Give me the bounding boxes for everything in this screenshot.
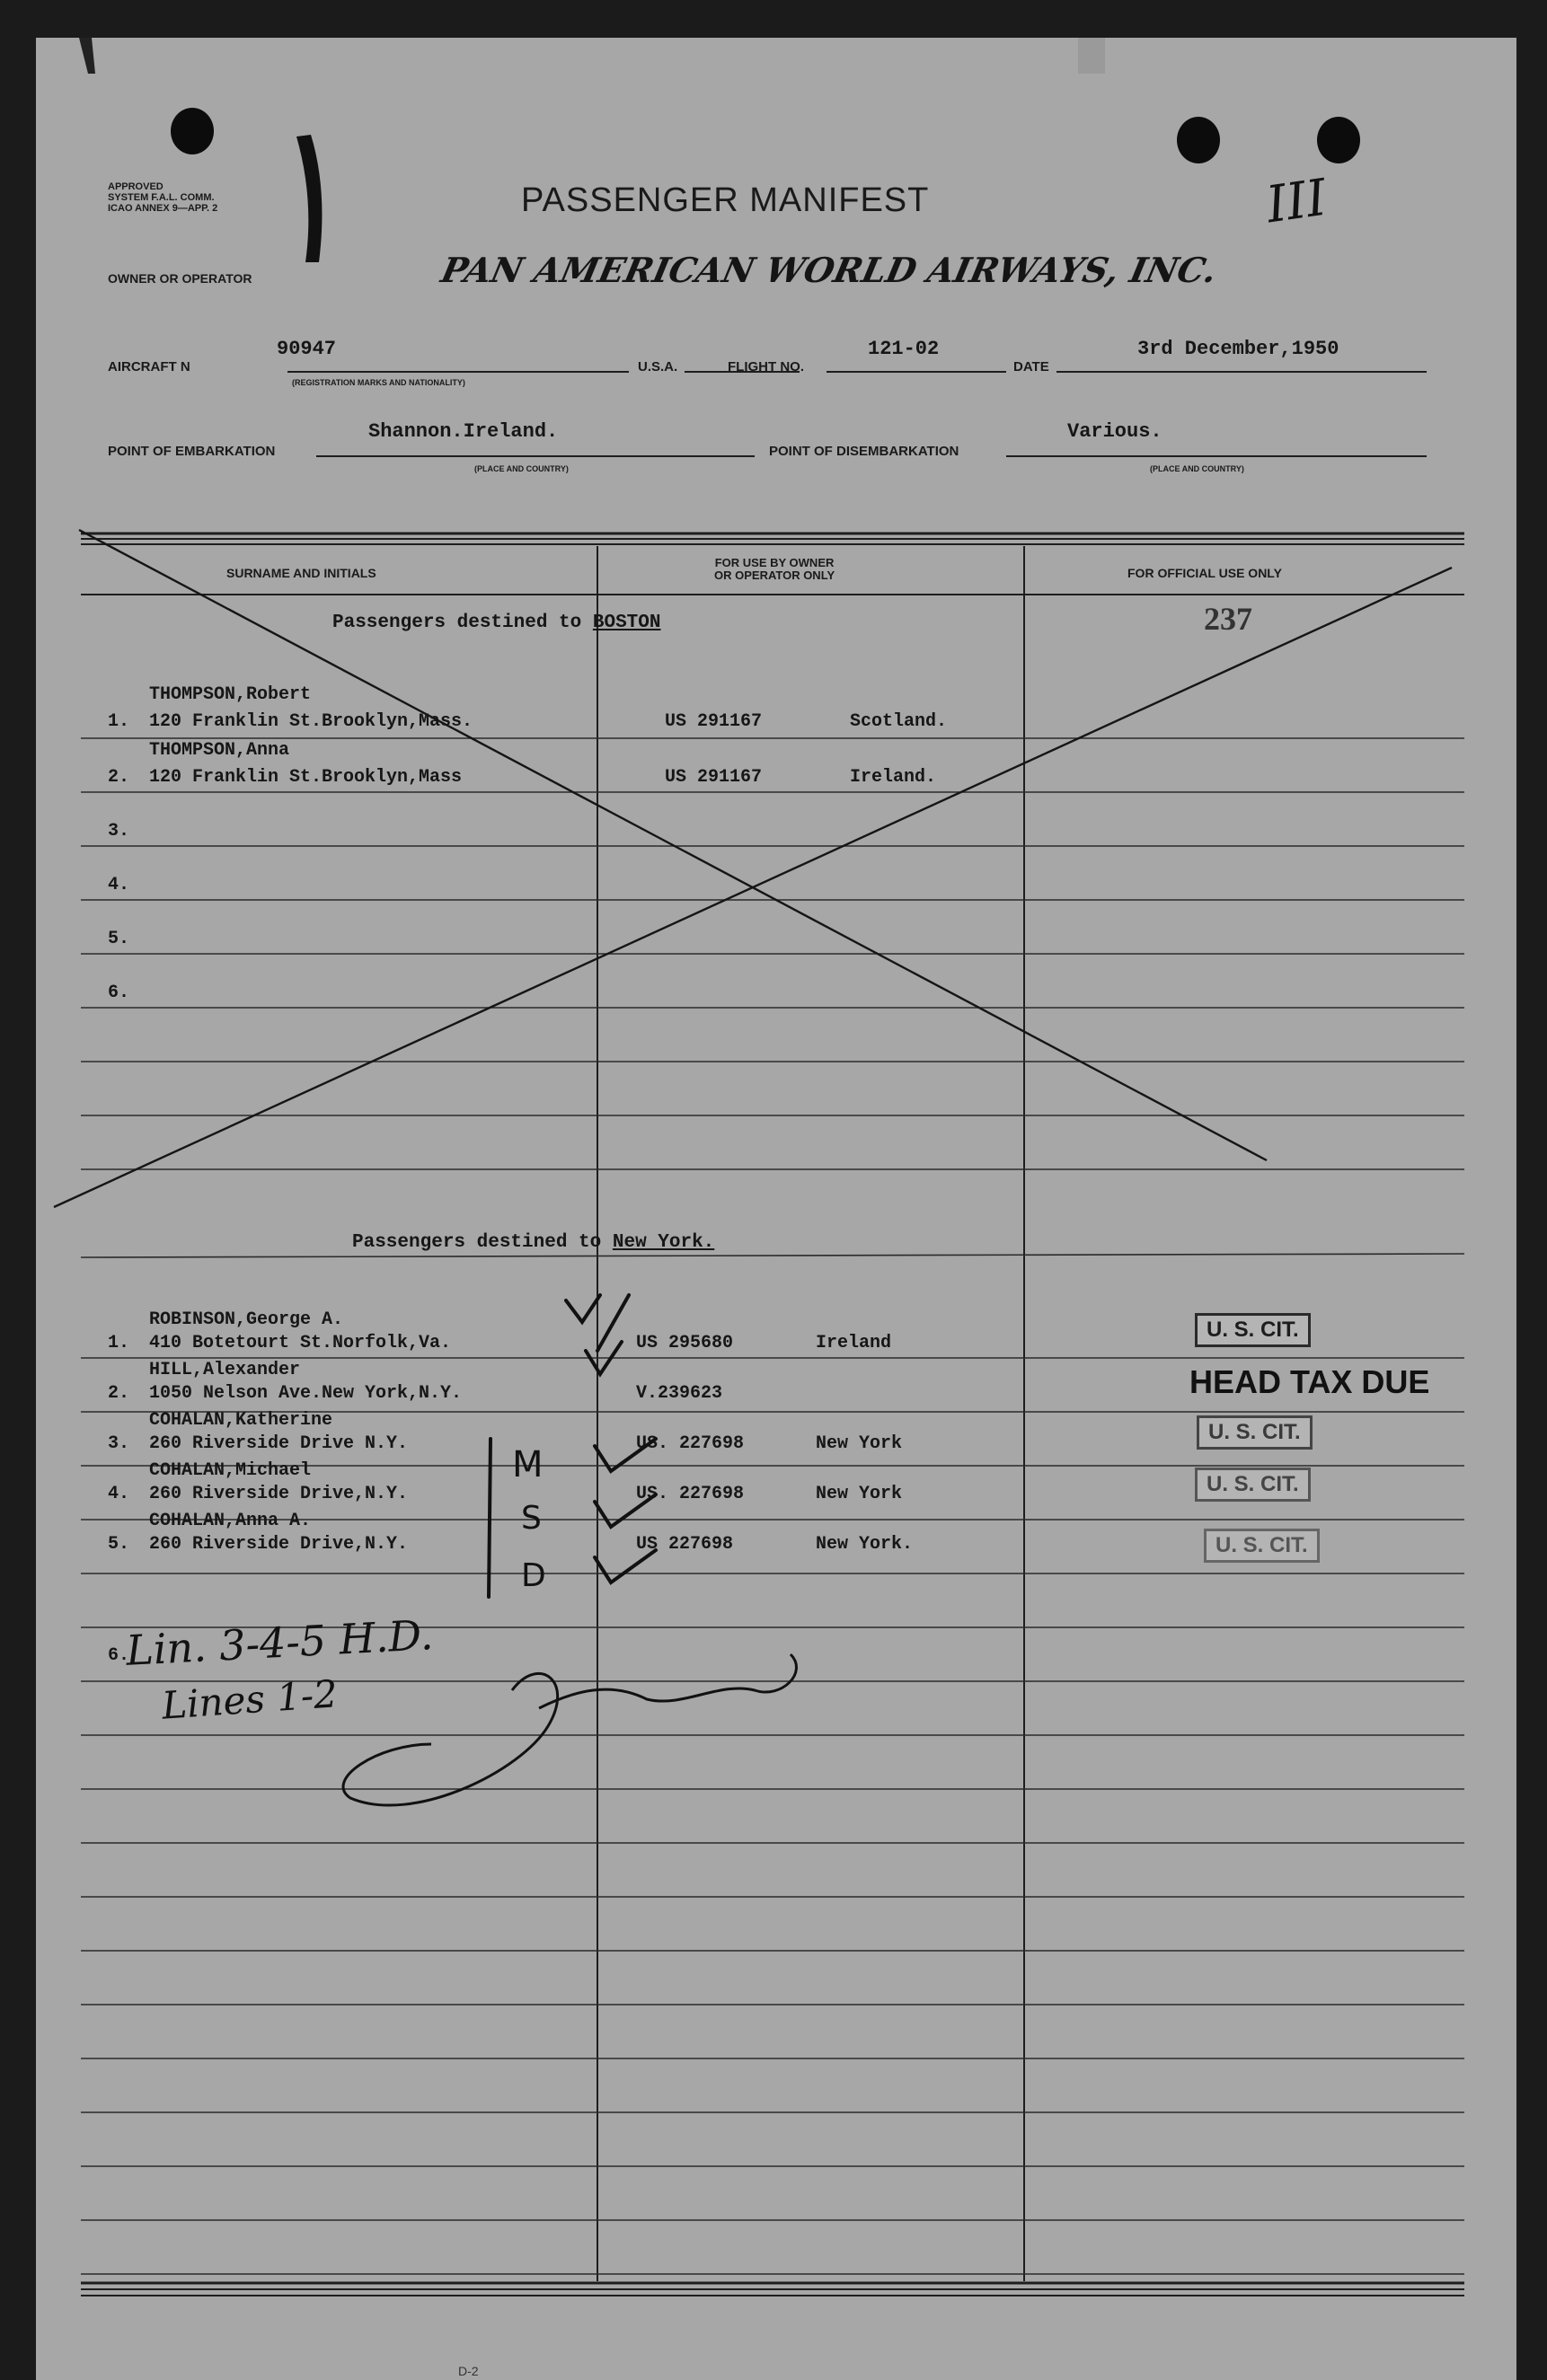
inspector-signature bbox=[36, 38, 1516, 2380]
footer-mark: D-2 bbox=[458, 2364, 479, 2378]
passport-number: US 291167 bbox=[665, 767, 763, 788]
heading-text: Passengers destined bbox=[352, 1232, 579, 1253]
heading-text: Passengers destined bbox=[332, 613, 560, 633]
row-number: 3. bbox=[108, 821, 130, 842]
relationship-mark: S bbox=[521, 1500, 542, 1537]
approval-line: SYSTEM F.A.L. COMM. bbox=[108, 192, 215, 203]
passenger-address: 260 Riverside Drive N.Y. bbox=[149, 1433, 409, 1454]
owner-label: OWNER OR OPERATOR bbox=[108, 271, 252, 286]
row-number: 1. bbox=[108, 1333, 130, 1353]
heading-city: New York. bbox=[612, 1232, 715, 1253]
passenger-name: THOMPSON,Anna bbox=[149, 740, 290, 761]
row-number: 4. bbox=[108, 875, 130, 895]
column-header-owner-line: FOR USE BY OWNER bbox=[714, 556, 835, 569]
column-header-surname: SURNAME AND INITIALS bbox=[226, 566, 376, 580]
disembarkation-value: Various. bbox=[1067, 420, 1162, 443]
us-citizen-stamp: U. S. CIT. bbox=[1195, 1313, 1311, 1347]
head-tax-due-stamp: HEAD TAX DUE bbox=[1189, 1363, 1430, 1400]
passport-number: US 295680 bbox=[636, 1333, 734, 1353]
column-header-owner-line: OR OPERATOR ONLY bbox=[714, 569, 835, 582]
row-number: 3. bbox=[108, 1433, 130, 1454]
passenger-address: 120 Franklin St.Brooklyn,Mass. bbox=[149, 711, 473, 732]
embarkation-label: POINT OF EMBARKATION bbox=[108, 444, 276, 459]
official-number: 237 bbox=[1204, 601, 1252, 637]
flight-label: FLIGHT NO. bbox=[728, 359, 804, 375]
passenger-name: HILL,Alexander bbox=[149, 1360, 301, 1380]
passenger-name: ROBINSON,George A. bbox=[149, 1309, 344, 1330]
flight-date: 3rd December,1950 bbox=[1137, 338, 1339, 360]
nationality: Scotland. bbox=[850, 711, 948, 732]
relationship-mark: D bbox=[521, 1557, 546, 1594]
date-label: DATE bbox=[1013, 359, 1049, 375]
passport-number: US 291167 bbox=[665, 711, 763, 732]
corner-handwritten-mark: III bbox=[1262, 168, 1330, 235]
page-title: PASSENGER MANIFEST bbox=[521, 181, 930, 219]
passenger-address: 260 Riverside Drive,N.Y. bbox=[149, 1534, 409, 1555]
usa-label: U.S.A. bbox=[638, 359, 678, 375]
heading-city: BOSTON bbox=[592, 613, 661, 633]
place-caption: (PLACE AND COUNTRY) bbox=[1150, 464, 1244, 473]
disembarkation-label: POINT OF DISEMBARKATION bbox=[769, 444, 959, 459]
row-number: 4. bbox=[108, 1484, 130, 1504]
row-number: 1. bbox=[108, 711, 130, 732]
nationality: New York bbox=[816, 1433, 903, 1454]
us-citizen-stamp: U. S. CIT. bbox=[1197, 1415, 1313, 1450]
passenger-address: 120 Franklin St.Brooklyn,Mass bbox=[149, 767, 463, 788]
approval-line: ICAO ANNEX 9—APP. 2 bbox=[108, 203, 218, 214]
nationality: New York bbox=[816, 1484, 903, 1504]
passenger-name: THOMPSON,Robert bbox=[149, 684, 312, 705]
passenger-name: COHALAN,Michael bbox=[149, 1460, 312, 1481]
nationality: New York. bbox=[816, 1534, 914, 1555]
passenger-name: COHALAN,Anna A. bbox=[149, 1511, 312, 1531]
aircraft-label: AIRCRAFT N bbox=[108, 359, 190, 375]
row-number: 6. bbox=[108, 1645, 130, 1666]
row-number: 5. bbox=[108, 1534, 130, 1555]
passport-number: US 227698 bbox=[636, 1534, 734, 1555]
column-header-official: FOR OFFICIAL USE ONLY bbox=[1127, 566, 1282, 580]
us-citizen-stamp: U. S. CIT. bbox=[1195, 1468, 1311, 1502]
heading-to: to bbox=[559, 613, 593, 633]
row-number: 2. bbox=[108, 767, 130, 788]
embarkation-value: Shannon.Ireland. bbox=[368, 420, 559, 443]
passport-number: V.239623 bbox=[636, 1383, 723, 1404]
approval-line: APPROVED bbox=[108, 181, 164, 192]
nationality: Ireland bbox=[816, 1333, 892, 1353]
passenger-address: 260 Riverside Drive,N.Y. bbox=[149, 1484, 409, 1504]
operator-name: PAN AMERICAN WORLD AIRWAYS, INC. bbox=[438, 250, 1221, 290]
row-number: 6. bbox=[108, 983, 130, 1003]
flight-number: 121-02 bbox=[868, 338, 940, 360]
aircraft-number: 90947 bbox=[277, 338, 337, 360]
us-citizen-stamp: U. S. CIT. bbox=[1204, 1529, 1320, 1563]
passenger-address: 410 Botetourt St.Norfolk,Va. bbox=[149, 1333, 452, 1353]
passenger-name: COHALAN,Katherine bbox=[149, 1410, 333, 1431]
nationality: Ireland. bbox=[850, 767, 937, 788]
row-number: 5. bbox=[108, 929, 130, 949]
heading-to: to bbox=[579, 1232, 613, 1253]
manifest-sheet bbox=[36, 38, 1516, 2380]
passport-number: US. 227698 bbox=[636, 1433, 745, 1454]
passenger-address: 1050 Nelson Ave.New York,N.Y. bbox=[149, 1383, 463, 1404]
handwritten-note: Lines 1-2 bbox=[160, 1671, 340, 1728]
handwritten-note: Lin. 3-4-5 H.D. bbox=[124, 1610, 435, 1675]
place-caption: (PLACE AND COUNTRY) bbox=[474, 464, 569, 473]
row-number: 2. bbox=[108, 1383, 130, 1404]
passport-number: US. 227698 bbox=[636, 1484, 745, 1504]
registration-caption: (REGISTRATION MARKS AND NATIONALITY) bbox=[292, 378, 465, 387]
relationship-mark: M bbox=[512, 1444, 544, 1485]
